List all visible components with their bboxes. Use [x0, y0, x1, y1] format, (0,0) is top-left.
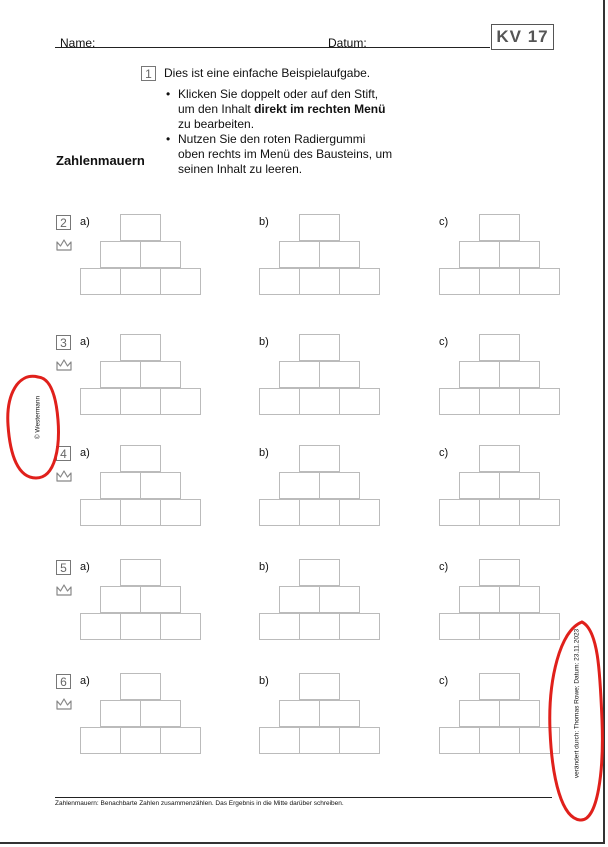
wall-cell[interactable] [439, 727, 480, 754]
wall-cell[interactable] [339, 727, 380, 754]
wall-cell[interactable] [100, 241, 141, 268]
bullet2-line3: seinen Inhalt zu leeren. [178, 162, 303, 176]
wall-cell[interactable] [459, 472, 500, 499]
wall-cell[interactable] [140, 700, 181, 727]
wall-cell[interactable] [259, 268, 300, 295]
task-number-2: 2 [56, 215, 71, 230]
bullet2-line2: oben rechts im Menü des Bausteins, um [178, 147, 393, 161]
wall-label: c) [439, 561, 449, 573]
wall-cell[interactable] [80, 727, 121, 754]
wall-cell[interactable] [299, 727, 340, 754]
wall-label: a) [80, 447, 90, 459]
wall-cell[interactable] [80, 613, 121, 640]
bullet1-line2 [178, 102, 392, 117]
wall-cell[interactable] [339, 388, 380, 415]
task-number-1: 1 [141, 66, 156, 81]
wall-cell[interactable] [299, 559, 340, 586]
crown-icon [56, 470, 72, 482]
wall-cell[interactable] [339, 268, 380, 295]
wall-cell[interactable] [120, 388, 161, 415]
task1-text: Dies ist eine einfache Beispielaufgabe. [164, 66, 371, 80]
wall-label: b) [259, 216, 269, 228]
wall-cell[interactable] [519, 727, 560, 754]
wall-cell[interactable] [80, 388, 121, 415]
wall-cell[interactable] [479, 727, 520, 754]
wall-cell[interactable] [259, 727, 300, 754]
task-number-4: 4 [56, 446, 71, 461]
wall-cell[interactable] [120, 727, 161, 754]
wall-label: c) [439, 336, 449, 348]
wall-cell[interactable] [160, 499, 201, 526]
wall-cell[interactable] [479, 445, 520, 472]
wall-cell[interactable] [499, 700, 540, 727]
wall-cell[interactable] [100, 472, 141, 499]
wall-cell[interactable] [299, 445, 340, 472]
wall-cell[interactable] [299, 499, 340, 526]
wall-cell[interactable] [140, 361, 181, 388]
wall-cell[interactable] [279, 586, 320, 613]
footer-line [55, 797, 552, 798]
wall-cell[interactable] [479, 673, 520, 700]
wall-cell[interactable] [259, 499, 300, 526]
wall-cell[interactable] [519, 268, 560, 295]
wall-cell[interactable] [299, 388, 340, 415]
wall-cell[interactable] [160, 613, 201, 640]
side-note: verändert durch: Thomas Rowe; Datum: 23.11.2023 [573, 628, 581, 779]
wall-cell[interactable] [80, 499, 121, 526]
task1-bullet-2 [166, 132, 392, 177]
wall-cell[interactable] [299, 214, 340, 241]
crown-icon [56, 239, 72, 251]
wall-cell[interactable] [319, 700, 360, 727]
wall-cell[interactable] [299, 268, 340, 295]
wall-label: b) [259, 561, 269, 573]
wall-cell[interactable] [519, 499, 560, 526]
wall-cell[interactable] [80, 268, 121, 295]
wall-cell[interactable] [120, 613, 161, 640]
wall-cell[interactable] [120, 559, 161, 586]
wall-cell[interactable] [140, 472, 181, 499]
wall-cell[interactable] [519, 613, 560, 640]
wall-cell[interactable] [120, 673, 161, 700]
date-label: Datum: [328, 36, 367, 50]
wall-cell[interactable] [439, 613, 480, 640]
wall-label: c) [439, 447, 449, 459]
task-number-3: 3 [56, 335, 71, 350]
topic-title: Zahlenmauern [56, 153, 145, 168]
wall-cell[interactable] [120, 445, 161, 472]
wall-label: b) [259, 675, 269, 687]
footer-text: Zahlenmauern: Benachbarte Zahlen zusammenzählen. Das Ergebnis in die Mitte darüber schreiben. [55, 800, 344, 807]
wall-cell[interactable] [459, 361, 500, 388]
wall-cell[interactable] [499, 241, 540, 268]
wall-cell[interactable] [279, 700, 320, 727]
wall-cell[interactable] [279, 361, 320, 388]
wall-cell[interactable] [479, 559, 520, 586]
wall-cell[interactable] [439, 268, 480, 295]
wall-cell[interactable] [499, 586, 540, 613]
wall-cell[interactable] [140, 241, 181, 268]
wall-cell[interactable] [319, 241, 360, 268]
wall-cell[interactable] [339, 613, 380, 640]
wall-cell[interactable] [100, 586, 141, 613]
wall-cell[interactable] [499, 472, 540, 499]
wall-cell[interactable] [299, 673, 340, 700]
wall-label: b) [259, 447, 269, 459]
bullet1-line3: zu bearbeiten. [178, 117, 255, 131]
crown-icon [56, 698, 72, 710]
wall-label: a) [80, 561, 90, 573]
wall-cell[interactable] [160, 388, 201, 415]
wall-label: a) [80, 336, 90, 348]
task1-bullet-1 [166, 87, 392, 132]
wall-cell[interactable] [479, 334, 520, 361]
wall-cell[interactable] [339, 499, 380, 526]
wall-label: c) [439, 675, 449, 687]
wall-cell[interactable] [299, 334, 340, 361]
wall-cell[interactable] [120, 214, 161, 241]
wall-cell[interactable] [259, 613, 300, 640]
wall-cell[interactable] [140, 586, 181, 613]
crown-icon [56, 359, 72, 371]
wall-cell[interactable] [439, 388, 480, 415]
crown-icon [56, 584, 72, 596]
wall-cell[interactable] [479, 613, 520, 640]
wall-label: a) [80, 216, 90, 228]
bullet1-line1: • Klicken Sie doppelt oder auf den Stift, [178, 87, 379, 101]
wall-cell[interactable] [120, 499, 161, 526]
wall-cell[interactable] [459, 700, 500, 727]
task1-instructions[interactable] [164, 66, 392, 177]
copyright-text: © Westermann [34, 395, 42, 440]
wall-cell[interactable] [100, 700, 141, 727]
task-number-5: 5 [56, 560, 71, 575]
wall-cell[interactable] [319, 361, 360, 388]
wall-cell[interactable] [160, 727, 201, 754]
wall-cell[interactable] [100, 361, 141, 388]
wall-cell[interactable] [279, 241, 320, 268]
wall-cell[interactable] [499, 361, 540, 388]
kv-badge: KV 17 [491, 24, 554, 50]
wall-cell[interactable] [279, 472, 320, 499]
wall-label: a) [80, 675, 90, 687]
task-number-6: 6 [56, 674, 71, 689]
wall-cell[interactable] [299, 613, 340, 640]
wall-label: b) [259, 336, 269, 348]
wall-cell[interactable] [479, 268, 520, 295]
wall-cell[interactable] [479, 388, 520, 415]
wall-cell[interactable] [319, 472, 360, 499]
wall-cell[interactable] [120, 268, 161, 295]
bullet2-line1: • Nutzen Sie den roten Radiergummi [178, 132, 366, 146]
wall-cell[interactable] [319, 586, 360, 613]
wall-cell[interactable] [120, 334, 161, 361]
wall-cell[interactable] [519, 388, 560, 415]
name-label: Name: [60, 36, 96, 50]
wall-cell[interactable] [439, 499, 480, 526]
wall-label: c) [439, 216, 449, 228]
wall-cell[interactable] [160, 268, 201, 295]
wall-cell[interactable] [479, 214, 520, 241]
wall-cell[interactable] [459, 586, 500, 613]
wall-cell[interactable] [479, 499, 520, 526]
wall-cell[interactable] [259, 388, 300, 415]
wall-cell[interactable] [459, 241, 500, 268]
bullet1-bold: direkt im rechten Menü [254, 102, 386, 116]
bullet1-line2-text: um den Inhalt [178, 102, 255, 116]
header-line [55, 47, 490, 48]
